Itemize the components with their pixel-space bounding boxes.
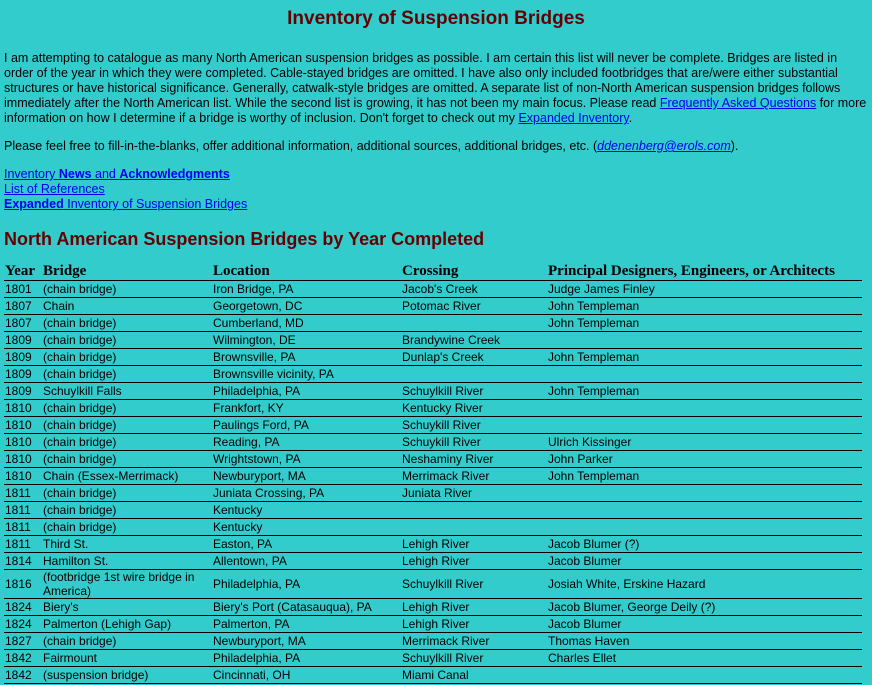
cell-bridge: (chain bridge) [42, 332, 212, 349]
cell-crossing: Schuylkill River [401, 570, 547, 599]
header-designers: Principal Designers, Engineers, or Architects [547, 261, 862, 281]
cell-location: Reading, PA [212, 434, 401, 451]
cell-location: Biery's Port (Catasauqua), PA [212, 599, 401, 616]
cell-crossing: Potomac River [401, 298, 547, 315]
cell-crossing [401, 519, 547, 536]
news-link-text-4: Acknowledgments [119, 167, 230, 181]
cell-bridge: Chain [42, 298, 212, 315]
table-row [4, 667, 862, 684]
cell-year: 1810 [4, 400, 42, 417]
email-link[interactable] [597, 139, 731, 153]
contact-text-2: ). [730, 139, 739, 153]
cell-crossing: Schuylkill River [401, 383, 547, 400]
contact-paragraph [4, 139, 868, 154]
news-link-text-1: Inventory [4, 167, 59, 181]
cell-bridge: (chain bridge) [42, 400, 212, 417]
cell-location: Cumberland, MD [212, 315, 401, 332]
table-row [4, 468, 862, 485]
cell-designers [547, 417, 862, 434]
cell-location: Frankfort, KY [212, 400, 401, 417]
table-row [4, 570, 862, 599]
cell-year: 1811 [4, 502, 42, 519]
cell-location: Kentucky [212, 502, 401, 519]
cell-year: 1811 [4, 485, 42, 502]
cell-crossing: Lehigh River [401, 536, 547, 553]
table-row [4, 366, 862, 383]
cell-crossing: Lehigh River [401, 616, 547, 633]
cell-designers: Jacob Blumer [547, 616, 862, 633]
table-row [4, 349, 862, 366]
cell-year: 1842 [4, 650, 42, 667]
intro-text-1: I am attempting to catalogue as many North American suspension bridges as possible. I am certain this list will never be complete. Bridges are listed in order of the year in which they were completed. Cable-stayed bridges are omitted. I have also only included footbridges that are/were either substantial structures or have historical significance. Generally, catwalk-style bridges are omitted. A separate list of non-North American suspension bridges follows immediately after the North American list. While the second list is growing, it has not been my main focus. Please read [4, 51, 841, 110]
cell-bridge: Hamilton St. [42, 553, 212, 570]
cell-bridge: (chain bridge) [42, 451, 212, 468]
table-row [4, 553, 862, 570]
cell-designers: John Templeman [547, 349, 862, 366]
cell-location: Brownsville vicinity, PA [212, 366, 401, 383]
cell-location: Newburyport, MA [212, 633, 401, 650]
cell-designers: Jacob Blumer, George Deily (?) [547, 599, 862, 616]
cell-designers [547, 667, 862, 684]
cell-bridge: (chain bridge) [42, 633, 212, 650]
cell-designers [547, 519, 862, 536]
cell-crossing: Schuykill River [401, 417, 547, 434]
cell-bridge: Chain (Essex-Merrimack) [42, 468, 212, 485]
cell-designers: Ulrich Kissinger [547, 434, 862, 451]
table-row [4, 315, 862, 332]
faq-link[interactable]: Frequently Asked Questions [659, 96, 817, 110]
cell-location: Juniata Crossing, PA [212, 485, 401, 502]
header-crossing: Crossing [401, 261, 547, 281]
cell-crossing: Lehigh River [401, 553, 547, 570]
cell-location: Philadelphia, PA [212, 383, 401, 400]
cell-year: 1807 [4, 315, 42, 332]
cell-bridge: (chain bridge) [42, 485, 212, 502]
cell-location: Kentucky [212, 519, 401, 536]
expanded-link-text-1: Expanded [4, 197, 64, 211]
news-link-text-2: News [58, 167, 92, 181]
cell-year: 1824 [4, 599, 42, 616]
references-link[interactable]: List of References [4, 182, 105, 196]
cell-year: 1809 [4, 349, 42, 366]
cell-year: 1824 [4, 616, 42, 633]
cell-crossing: Kentucky River [401, 400, 547, 417]
table-row [4, 519, 862, 536]
cell-year: 1816 [4, 570, 42, 599]
table-row [4, 417, 862, 434]
cell-bridge: (chain bridge) [42, 417, 212, 434]
cell-year: 1809 [4, 332, 42, 349]
table-row [4, 434, 862, 451]
cell-year: 1811 [4, 519, 42, 536]
section-title: North American Suspension Bridges by Year Completed [4, 229, 485, 249]
cell-year: 1810 [4, 468, 42, 485]
cell-location: Georgetown, DC [212, 298, 401, 315]
cell-designers [547, 485, 862, 502]
cell-bridge: Third St. [42, 536, 212, 553]
cell-designers: Thomas Haven [547, 633, 862, 650]
cell-designers [547, 400, 862, 417]
cell-crossing: Schuykill River [401, 434, 547, 451]
cell-year: 1801 [4, 281, 42, 298]
cell-crossing: Miami Canal [401, 667, 547, 684]
news-acknowledgments-link[interactable] [4, 167, 230, 181]
cell-location: Easton, PA [212, 536, 401, 553]
email-text: ddenenberg@erols.com [597, 139, 731, 153]
cell-designers: John Templeman [547, 315, 862, 332]
cell-designers: John Parker [547, 451, 862, 468]
header-bridge: Bridge [42, 261, 212, 281]
cell-bridge: (chain bridge) [42, 281, 212, 298]
contact-text-1: Please feel free to fill-in-the-blanks, offer additional information, additional sources, additional bridges, etc. ( [4, 139, 598, 153]
cell-crossing [401, 366, 547, 383]
cell-bridge: (chain bridge) [42, 315, 212, 332]
cell-bridge: (chain bridge) [42, 502, 212, 519]
cell-year: 1810 [4, 451, 42, 468]
intro-paragraph [4, 51, 868, 126]
cell-designers: John Templeman [547, 298, 862, 315]
table-header-row [4, 261, 862, 281]
table-row [4, 599, 862, 616]
cell-location: Palmerton, PA [212, 616, 401, 633]
header-year: Year [4, 261, 42, 281]
cell-designers [547, 332, 862, 349]
cell-designers [547, 366, 862, 383]
intro-text-3: . [628, 111, 633, 125]
cell-year: 1810 [4, 434, 42, 451]
cell-bridge: Palmerton (Lehigh Gap) [42, 616, 212, 633]
cell-designers: John Templeman [547, 468, 862, 485]
table-row [4, 298, 862, 315]
cell-bridge: Fairmount [42, 650, 212, 667]
cell-year: 1810 [4, 417, 42, 434]
cell-location: Brownsville, PA [212, 349, 401, 366]
cell-crossing: Neshaminy River [401, 451, 547, 468]
table-row [4, 281, 862, 298]
table-row [4, 502, 862, 519]
bridges-table [4, 261, 862, 684]
cell-designers: Judge James Finley [547, 281, 862, 298]
cell-location: Allentown, PA [212, 553, 401, 570]
table-row [4, 650, 862, 667]
cell-crossing: Jacob's Creek [401, 281, 547, 298]
intro-text-2: for more information on how I determine if a bridge is worthy of inclusion. Don't forget to check out my [4, 96, 867, 125]
cell-year: 1809 [4, 383, 42, 400]
cell-crossing: Lehigh River [401, 599, 547, 616]
cell-location: Philadelphia, PA [212, 570, 401, 599]
cell-designers [547, 502, 862, 519]
cell-location: Cincinnati, OH [212, 667, 401, 684]
table-body [4, 281, 862, 684]
cell-designers: John Templeman [547, 383, 862, 400]
cell-year: 1827 [4, 633, 42, 650]
expanded-link-text-2: Inventory of Suspension Bridges [63, 197, 248, 211]
page-title: Inventory of Suspension Bridges [287, 8, 585, 29]
cell-bridge: (footbridge 1st wire bridge in America) [42, 570, 212, 599]
cell-bridge: (chain bridge) [42, 519, 212, 536]
cell-year: 1807 [4, 298, 42, 315]
cell-bridge: (chain bridge) [42, 434, 212, 451]
cell-crossing [401, 315, 547, 332]
cell-year: 1809 [4, 366, 42, 383]
table-row [4, 383, 862, 400]
table-row [4, 536, 862, 553]
table-row [4, 485, 862, 502]
cell-crossing: Merrimack River [401, 468, 547, 485]
news-link-text-3: and [91, 167, 120, 181]
cell-crossing: Dunlap's Creek [401, 349, 547, 366]
cell-crossing: Brandywine Creek [401, 332, 547, 349]
cell-designers: Jacob Blumer (?) [547, 536, 862, 553]
cell-location: Wrightstown, PA [212, 451, 401, 468]
cell-bridge: (chain bridge) [42, 366, 212, 383]
cell-year: 1811 [4, 536, 42, 553]
cell-crossing [401, 502, 547, 519]
expanded-inventory-link[interactable]: Expanded Inventory [518, 111, 629, 125]
cell-bridge: Schuylkill Falls [42, 383, 212, 400]
cell-crossing: Juniata River [401, 485, 547, 502]
table-row [4, 332, 862, 349]
header-location: Location [212, 261, 401, 281]
cell-location: Wilmington, DE [212, 332, 401, 349]
table-row [4, 400, 862, 417]
expanded-inventory-nav-link[interactable] [4, 197, 247, 211]
table-row [4, 451, 862, 468]
cell-crossing: Merrimack River [401, 633, 547, 650]
cell-bridge: (suspension bridge) [42, 667, 212, 684]
nav-links [4, 167, 868, 212]
cell-designers: Jacob Blumer [547, 553, 862, 570]
cell-crossing: Schuylkill River [401, 650, 547, 667]
cell-location: Newburyport, MA [212, 468, 401, 485]
cell-location: Paulings Ford, PA [212, 417, 401, 434]
cell-designers: Charles Ellet [547, 650, 862, 667]
cell-location: Philadelphia, PA [212, 650, 401, 667]
cell-location: Iron Bridge, PA [212, 281, 401, 298]
cell-designers: Josiah White, Erskine Hazard [547, 570, 862, 599]
cell-year: 1814 [4, 553, 42, 570]
cell-bridge: (chain bridge) [42, 349, 212, 366]
cell-bridge: Biery's [42, 599, 212, 616]
table-row [4, 633, 862, 650]
cell-year: 1842 [4, 667, 42, 684]
table-row [4, 616, 862, 633]
